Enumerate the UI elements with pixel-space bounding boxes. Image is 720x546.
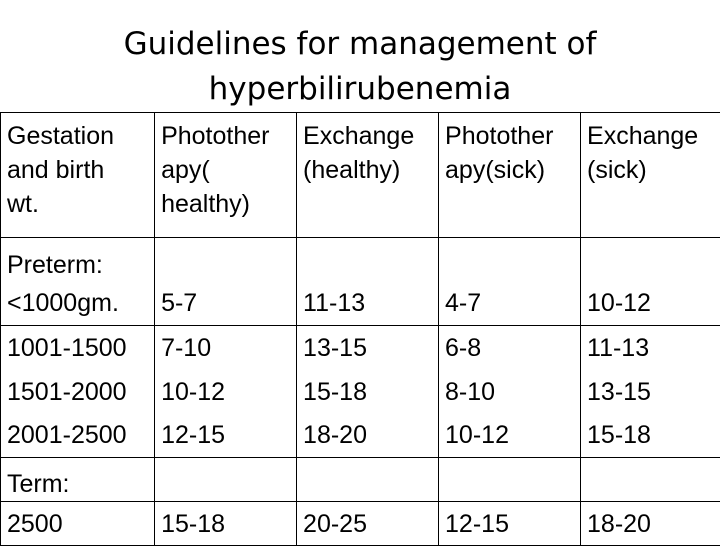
cell-phototherapy-sick: 12-15 [439,502,581,546]
slide-title [0,22,720,112]
cell-exchange-healthy: 13-15 [297,326,439,370]
empty-cell [155,238,297,282]
cell-phototherapy-sick: 4-7 [439,282,581,326]
cell-phototherapy-healthy: 5-7 [155,282,297,326]
cell-exchange-healthy: 20-25 [297,502,439,546]
cell-exchange-sick: 18-20 [581,502,720,546]
empty-cell [155,458,297,502]
cell-phototherapy-healthy: 12-15 [155,414,297,458]
cell-phototherapy-healthy: 10-12 [155,370,297,414]
cell-phototherapy-sick: 10-12 [439,414,581,458]
cell-weight: 2500 [1,502,155,546]
table-row [1,282,720,326]
cell-exchange-healthy: 18-20 [297,414,439,458]
cell-weight: 1001-1500 [1,326,155,370]
group-row-term [1,458,720,502]
cell-exchange-sick: 15-18 [581,414,720,458]
table-header-row [1,113,720,238]
header-exchange-sick: Exchange (sick) [581,113,720,238]
cell-exchange-healthy: 11-13 [297,282,439,326]
slide-title-line-2: hyperbilirubenemia [0,67,720,112]
table-row [1,326,720,370]
empty-cell [439,238,581,282]
table-row [1,370,720,414]
empty-cell [581,458,720,502]
group-label-term: Term: [1,458,155,502]
cell-exchange-sick: 13-15 [581,370,720,414]
cell-exchange-healthy: 15-18 [297,370,439,414]
cell-phototherapy-healthy: 15-18 [155,502,297,546]
header-phototherapy-sick: Photother apy(sick) [439,113,581,238]
cell-weight: 2001-2500 [1,414,155,458]
cell-weight: 1501-2000 [1,370,155,414]
empty-cell [439,458,581,502]
header-phototherapy-healthy: Photother apy( healthy) [155,113,297,238]
header-exchange-healthy: Exchange (healthy) [297,113,439,238]
group-label-preterm: Preterm: [1,238,155,282]
cell-exchange-sick: 10-12 [581,282,720,326]
cell-exchange-sick: 11-13 [581,326,720,370]
cell-phototherapy-sick: 8-10 [439,370,581,414]
empty-cell [581,238,720,282]
cell-phototherapy-healthy: 7-10 [155,326,297,370]
empty-cell [297,458,439,502]
empty-cell [297,238,439,282]
guidelines-table [0,112,720,546]
slide-title-line-1: Guidelines for management of [0,22,720,67]
table-row [1,414,720,458]
group-row-preterm [1,238,720,282]
cell-weight: <1000gm. [1,282,155,326]
cell-phototherapy-sick: 6-8 [439,326,581,370]
table-row [1,502,720,546]
header-gestation: Gestation and birth wt. [1,113,155,238]
